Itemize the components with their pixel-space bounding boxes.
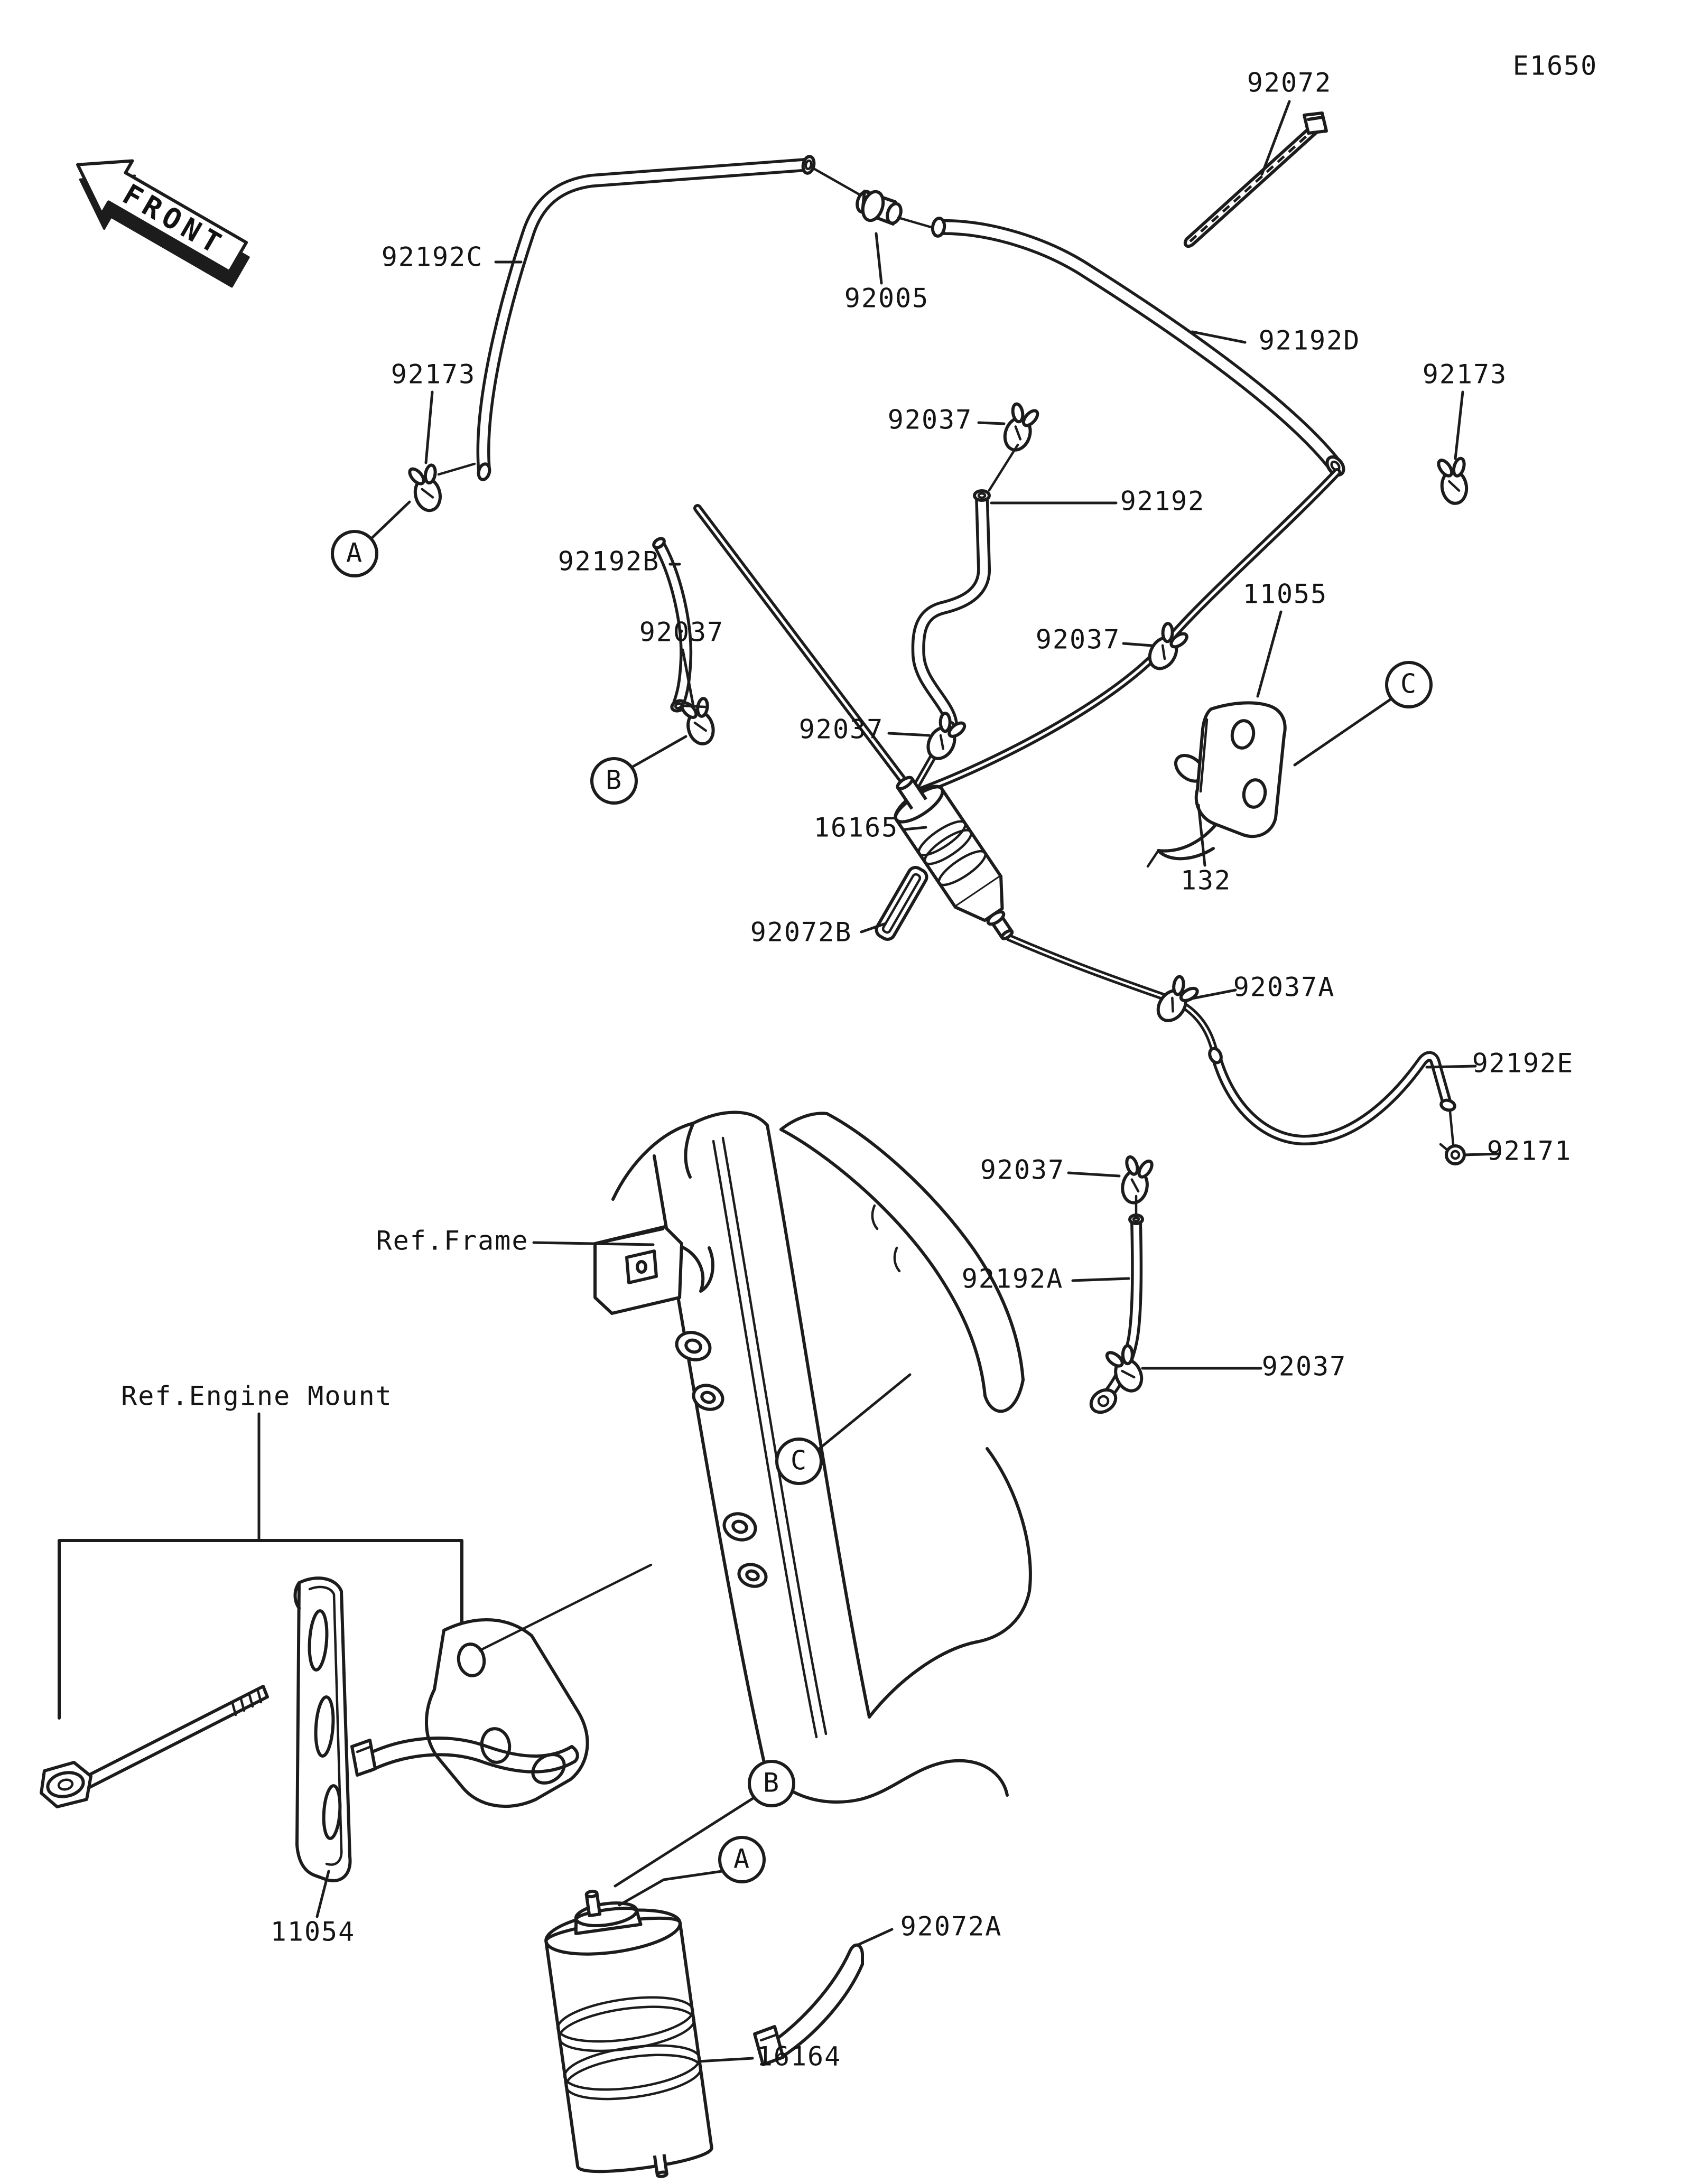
part-callout-92173-right: 92173 [1422,359,1508,390]
part-callout-92192: 92192 [1120,486,1205,517]
part-callout-92072: 92072 [1247,67,1332,98]
front-arrow-label: FRONT [117,177,231,263]
part-callout-92173-left: 92173 [391,359,476,390]
part-callout-ref-frame: Ref.Frame [376,1225,529,1256]
callout-92072-leader [1262,101,1289,174]
front-arrow [57,138,262,298]
callout-16164-leader [699,2058,752,2061]
engine-mount-box [59,1541,462,1718]
canister-16164 [540,1880,715,2184]
hose-92192c [484,165,806,470]
detail-a-bot-letter: A [733,1843,751,1874]
part-callout-92072a: 92072A [900,1911,1002,1942]
part-callout-92037-2: 92037 [1035,624,1121,655]
detail-c-top-leader [1295,698,1392,765]
fitting-92005 [854,189,931,227]
ring-92171 [1441,1144,1464,1164]
clamp-92173-left [406,461,447,514]
detail-b-mid-letter: B [605,764,623,796]
part-callout-92072b: 92072B [750,917,852,948]
part-callout-92037a: 92037A [1233,972,1335,1003]
part-callout-16164: 16164 [756,2041,842,2072]
part-callout-92037-4: 92037 [798,714,884,745]
detail-c-top-letter: C [1400,668,1418,699]
callout-92173-left-leader [426,392,432,463]
band-92072b [874,865,929,942]
part-callout-ref-engine-mount: Ref.Engine Mount [121,1380,393,1412]
detail-a-top-letter: A [346,537,364,568]
part-callout-92192c: 92192C [381,241,484,273]
callout-92072a-leader [857,1929,892,1945]
callout-92037-1-leader [979,423,1004,424]
clamp-links [439,445,1136,1214]
mount-plate [426,1565,651,1806]
part-callout-92192b: 92192B [558,546,660,577]
part-callout-11055: 11055 [1242,578,1328,610]
callout-92037-6-leader [1069,1173,1119,1176]
part-callout-92171: 92171 [1486,1135,1572,1166]
part-callout-92005: 92005 [844,283,930,314]
detail-c-low-letter: C [790,1445,808,1476]
pipe-fuel-bore [698,508,914,795]
callout-92173-right-leader [1455,392,1463,459]
callout-92192a-leader [1073,1278,1129,1281]
callout-92005-leader [876,234,881,283]
part-callout-92037-7: 92037 [1261,1351,1347,1382]
detail-c-low-leader [818,1375,910,1450]
part-callout-92037-1: 92037 [887,404,973,435]
detail-a-bot-leader [619,1871,722,1905]
part-callout-page-code: E1650 [1512,50,1598,81]
clamp-92037-3 [678,694,720,748]
part-callout-16165: 16165 [813,812,899,843]
heat-guard-11054 [295,1578,350,1881]
cable-tie-92072 [1185,113,1326,246]
detail-a-top-leader [371,502,410,539]
part-callout-92192e: 92192E [1472,1048,1574,1079]
mount-bolt [41,1686,267,1807]
callout-11055-leader [1258,612,1281,696]
part-callout-92192d: 92192D [1258,325,1361,356]
part-callout-92037-6: 92037 [980,1154,1065,1186]
callout-92037-4-leader [889,733,929,735]
callout-92037-2-leader [1123,643,1152,646]
part-callout-92037-3: 92037 [639,617,724,648]
part-callout-132: 132 [1180,865,1232,896]
hose-92192e [1216,1057,1447,1141]
engine-mount [41,1541,651,1881]
clamp-92037-4 [921,710,969,765]
bracket-11055 [1148,703,1285,866]
filter-16165 [880,764,1031,952]
part-callout-92192a: 92192A [961,1263,1064,1294]
part-callout-11054: 11054 [270,1916,356,1947]
clamp-92037-1 [999,400,1042,454]
clamp-92173-right [1435,455,1472,505]
callout-92192e-leader [1427,1066,1475,1067]
detail-b-mid-leader [632,736,686,767]
detail-b-bot-letter: B [763,1767,781,1798]
